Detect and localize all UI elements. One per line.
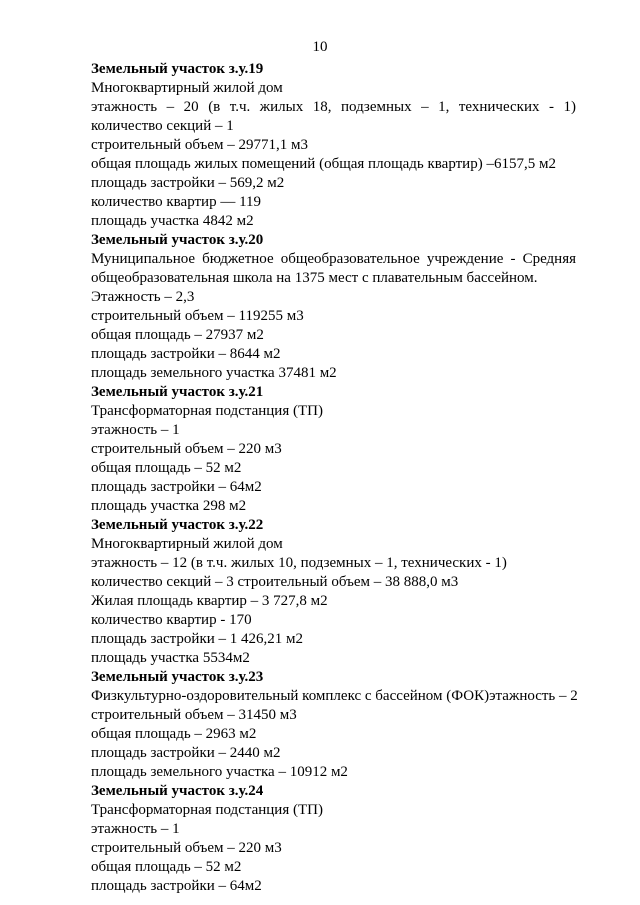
building-type: Многоквартирный жилой дом [91,80,283,96]
residential-area: общая площадь жилых помещений (общая площадь квартир) –6157,5 м2 [91,156,556,172]
building-volume: строительный объем – 31450 м3 [91,707,297,723]
floors-line: этажность – 20 (в т.ч. жилых 18, подземных – 1, технических - 1) [91,99,576,115]
plot-area: площадь земельного участка – 10912 м2 [91,764,348,780]
floors-line: этажность – 1 [91,821,180,837]
section-heading: Земельный участок з.у.22 [91,517,264,533]
floors-line: этажность – 12 (в т.ч. жилых 10, подземных – 1, технических - 1) [91,555,507,571]
building-volume: строительный объем – 29771,1 м3 [91,137,309,153]
section-heading: Земельный участок з.у.24 [91,783,264,799]
built-up-area: площадь застройки – 64м2 [91,479,262,495]
building-volume: строительный объем – 119255 м3 [91,308,304,324]
plot-area: площадь участка 4842 м2 [91,213,254,229]
building-volume: строительный объем – 220 м3 [91,441,282,457]
building-type: Трансформаторная подстанция (ТП) [91,802,323,818]
building-type: Муниципальное бюджетное общеобразовательное учреждение - Средняя [91,251,576,267]
total-area: общая площадь – 2963 м2 [91,726,257,742]
apartments-count: количество квартир - 170 [91,612,252,628]
section-zu-24 [91,782,576,896]
sections-count: количество секций – 1 [91,118,234,134]
floors-line: этажность – 1 [91,422,180,438]
page-number: 10 [312,39,328,55]
sections-count-and-volume: количество секций – 3 строительный объем – 38 888,0 м3 [91,574,459,590]
built-up-area: площадь застройки – 8644 м2 [91,346,281,362]
living-area: Жилая площадь квартир – 3 727,8 м2 [91,593,328,609]
section-heading: Земельный участок з.у.21 [91,384,264,400]
total-area: общая площадь – 52 м2 [91,460,242,476]
section-zu-20 [91,231,576,383]
plot-area: площадь участка 5534м2 [91,650,250,666]
section-zu-19 [91,60,576,231]
apartments-count: количество квартир — 119 [91,194,262,210]
built-up-area: площадь застройки – 1 426,21 м2 [91,631,304,647]
section-heading: Земельный участок з.у.19 [91,61,264,77]
floors-line: Этажность – 2,3 [91,289,195,305]
building-type: Многоквартирный жилой дом [91,536,283,552]
section-zu-22 [91,516,576,668]
building-type-and-floors: Физкультурно-оздоровительный комплекс с бассейном (ФОК)этажность – 2 [91,688,578,704]
building-type-continued: общеобразовательная школа на 1375 мест с плавательным бассейном. [91,270,538,286]
building-type: Трансформаторная подстанция (ТП) [91,403,323,419]
section-heading: Земельный участок з.у.23 [91,669,264,685]
total-area: общая площадь – 27937 м2 [91,327,264,343]
built-up-area: площадь застройки – 569,2 м2 [91,175,285,191]
built-up-area: площадь застройки – 2440 м2 [91,745,281,761]
section-heading: Земельный участок з.у.20 [91,232,264,248]
building-volume: строительный объем – 220 м3 [91,840,282,856]
built-up-area: площадь застройки – 64м2 [91,878,262,894]
plot-area: площадь земельного участка 37481 м2 [91,365,337,381]
total-area: общая площадь – 52 м2 [91,859,242,875]
document-body [91,60,576,896]
section-zu-21 [91,383,576,516]
section-zu-23 [91,668,576,782]
plot-area: площадь участка 298 м2 [91,498,247,514]
